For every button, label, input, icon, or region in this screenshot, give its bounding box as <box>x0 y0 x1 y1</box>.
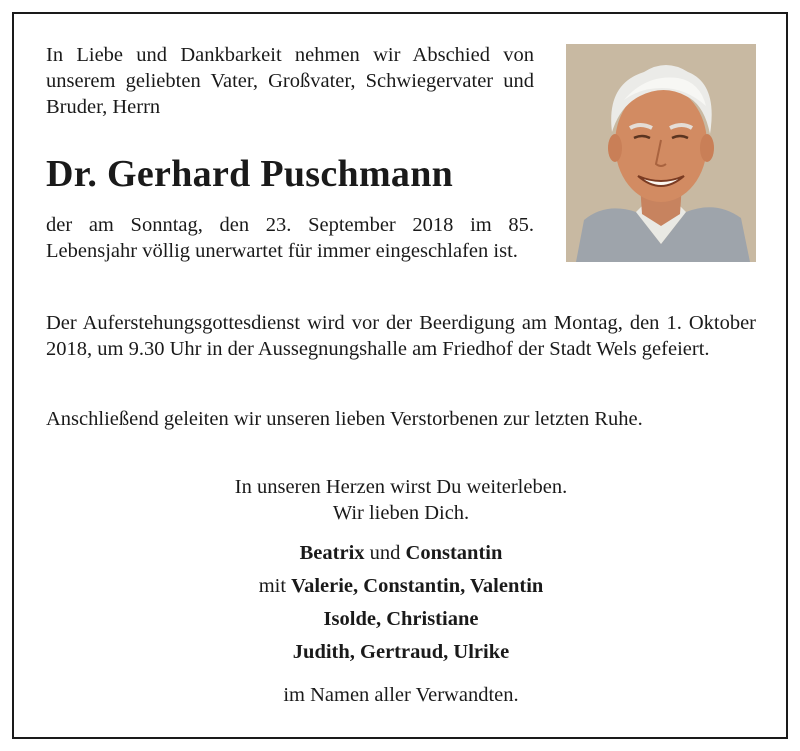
family-line-4 <box>46 639 756 665</box>
family-grandchildren: Valerie, Constantin, Valentin <box>291 575 544 597</box>
service-text: Der Auferstehungsgottesdienst wird vor der Beerdigung am Montag, den 1. Oktober 2018, um 9.30 Uhr in der Aussegnungshalle am Friedhof der Stadt Wels gefeiert. <box>46 312 756 360</box>
family-connector: und <box>364 542 406 564</box>
family-name-beatrix: Beatrix <box>299 542 365 564</box>
family-line-1 <box>46 540 756 566</box>
obituary-notice <box>12 12 788 739</box>
intro-text: In Liebe und Dankbarkeit nehmen wir Abschied von unserem geliebten Vater, Großvater, Schwiegervater und Bruder, Herrn <box>46 44 534 118</box>
portrait-photo <box>566 44 756 262</box>
motto-line-2: Wir lieben Dich. <box>332 502 470 524</box>
closing-text: im Namen aller Verwandten. <box>283 684 519 706</box>
death-text: der am Sonntag, den 23. September 2018 im 85. Lebensjahr völlig unerwartet für immer eingeschlafen ist. <box>46 214 534 262</box>
family-siblings-2: Judith, Gertraud, Ulrike <box>292 641 510 663</box>
family-name-constantin: Constantin <box>405 542 503 564</box>
portrait-illustration <box>566 44 756 262</box>
family-prefix: mit <box>258 575 292 597</box>
motto-line-1: In unseren Herzen wirst Du weiterleben. <box>234 476 568 498</box>
family-line-2 <box>46 573 756 599</box>
family-line-3 <box>46 606 756 632</box>
family-siblings-1: Isolde, Christiane <box>323 608 479 630</box>
burial-text: Anschließend geleiten wir unseren lieben Verstorbenen zur letzten Ruhe. <box>46 408 643 430</box>
deceased-name: Dr. Gerhard Puschmann <box>46 153 454 195</box>
